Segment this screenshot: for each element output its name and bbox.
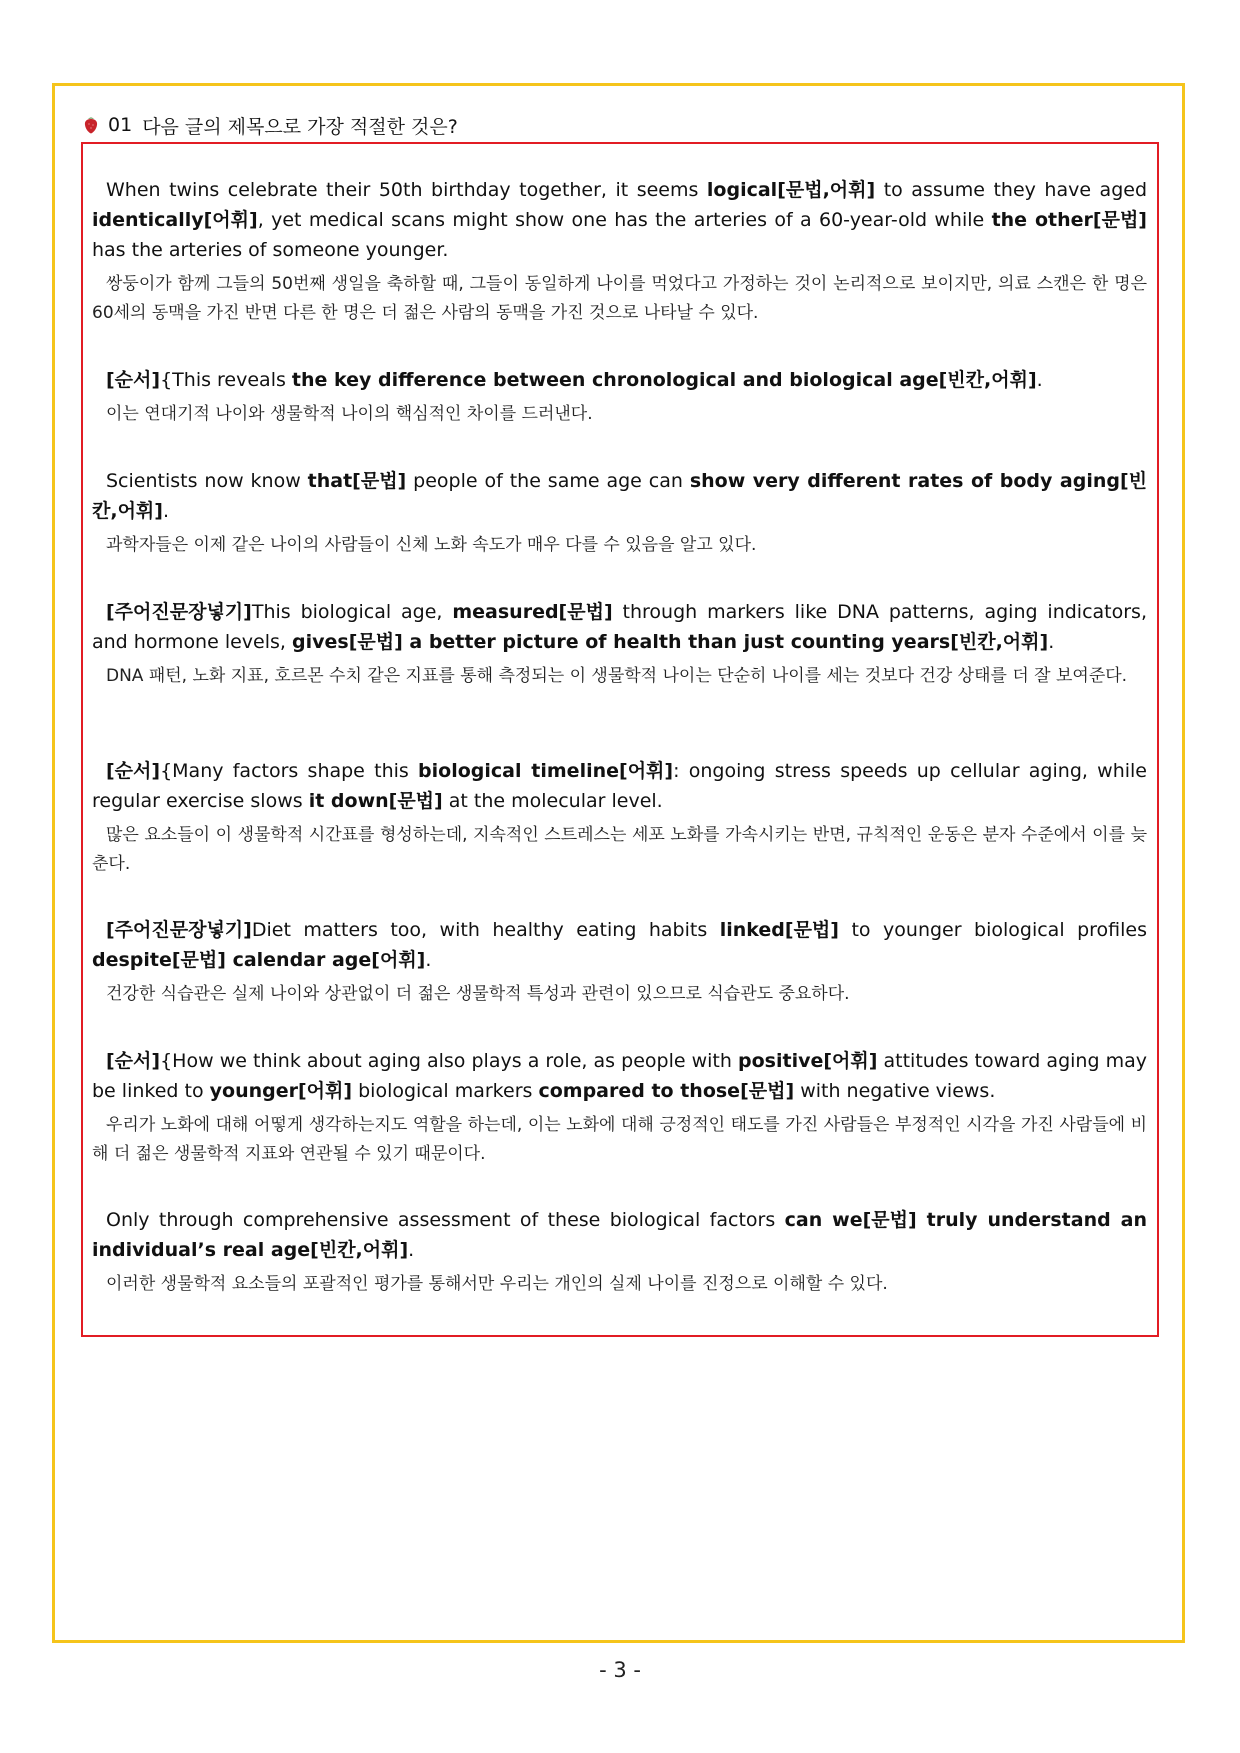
paragraph (92, 466, 1147, 560)
question-text: 다음 글의 제목으로 가장 적절한 것은? (142, 115, 458, 138)
english-sentence: [순서]{Many factors shape this biological timeline[어휘]: ongoing stress speeds up cellular aging, while regular exercise slows it down[문법] at the molecular level. (92, 760, 1147, 812)
korean-translation: 이는 연대기적 나이와 생물학적 나이의 핵심적인 차이를 드러낸다. (106, 404, 593, 424)
paragraph (92, 915, 1147, 1009)
korean-translation: 이러한 생물학적 요소들의 포괄적인 평가를 통해서만 우리는 개인의 실제 나이를 진정으로 이해할 수 있다. (106, 1274, 888, 1294)
korean-translation: 우리가 노화에 대해 어떻게 생각하는지도 역할을 하는데, 이는 노화에 대해 긍정적인 태도를 가진 사람들은 부정적인 시각을 가진 사람들에 비해 더 젊은 생물학적 지표와 연관될 수 있기 때문이다. (92, 1115, 1147, 1164)
korean-translation: DNA 패턴, 노화 지표, 호르몬 수치 같은 지표를 통해 측정되는 이 생물학적 나이는 단순히 나이를 세는 것보다 건강 상태를 더 잘 보여준다. (106, 666, 1128, 686)
english-sentence: [순서]{How we think about aging also plays a role, as people with positive[어휘] attitudes toward aging may be linked to younger[어휘] biological markers compared to those[문법] with negative views. (92, 1050, 1147, 1102)
strawberry-bullet-icon (84, 116, 98, 134)
english-sentence: When twins celebrate their 50th birthday together, it seems logical[문법,어휘] to assume they have aged identically[어휘], yet medical scans might show one has the arteries of a 60-year-old while the other[문법] has the arteries of someone younger. (92, 179, 1148, 261)
paragraph (92, 756, 1147, 879)
korean-translation: 과학자들은 이제 같은 나이의 사람들이 신체 노화 속도가 매우 다를 수 있음을 알고 있다. (106, 535, 757, 555)
paragraph (92, 1205, 1147, 1299)
paragraph (92, 365, 1147, 429)
korean-translation: 건강한 식습관은 실제 나이와 상관없이 더 젊은 생물학적 특성과 관련이 있으므로 식습관도 중요하다. (106, 984, 850, 1004)
english-sentence: Only through comprehensive assessment of these biological factors can we[문법] truly understand an individual’s real age[빈칸,어휘]. (92, 1209, 1148, 1261)
paragraph (92, 175, 1147, 328)
english-sentence: [순서]{This reveals the key difference between chronological and biological age[빈칸,어휘]. (106, 369, 1043, 391)
english-sentence: Scientists now know that[문법] people of the same age can show very different rates of body aging[빈칸,어휘]. (92, 470, 1147, 522)
korean-translation: 많은 요소들이 이 생물학적 시간표를 형성하는데, 지속적인 스트레스는 세포 노화를 가속시키는 반면, 규칙적인 운동은 분자 수준에서 이를 늦춘다. (92, 825, 1147, 874)
korean-translation: 쌍둥이가 함께 그들의 50번째 생일을 축하할 때, 그들이 동일하게 나이를 먹었다고 가정하는 것이 논리적으로 보이지만, 의료 스캔은 한 명은 60세의 동맥을 가진 반면 다른 한 명은 더 젊은 사람의 동맥을 가진 것으로 나타날 수 있다. (92, 274, 1147, 323)
english-sentence: [주어진문장넣기]This biological age, measured[문법] through markers like DNA patterns, aging indicators, and hormone levels, gives[문법] a better picture of health than just counting years[빈칸,어휘]. (92, 601, 1148, 653)
paragraph (92, 597, 1147, 691)
english-sentence: [주어진문장넣기]Diet matters too, with healthy eating habits linked[문법] to younger biological profiles despite[문법] calendar age[어휘]. (92, 919, 1147, 971)
question-header (84, 110, 458, 140)
question-number: 01 (108, 114, 133, 136)
paragraph (92, 1046, 1147, 1169)
page-number: - 3 - (599, 1658, 641, 1682)
